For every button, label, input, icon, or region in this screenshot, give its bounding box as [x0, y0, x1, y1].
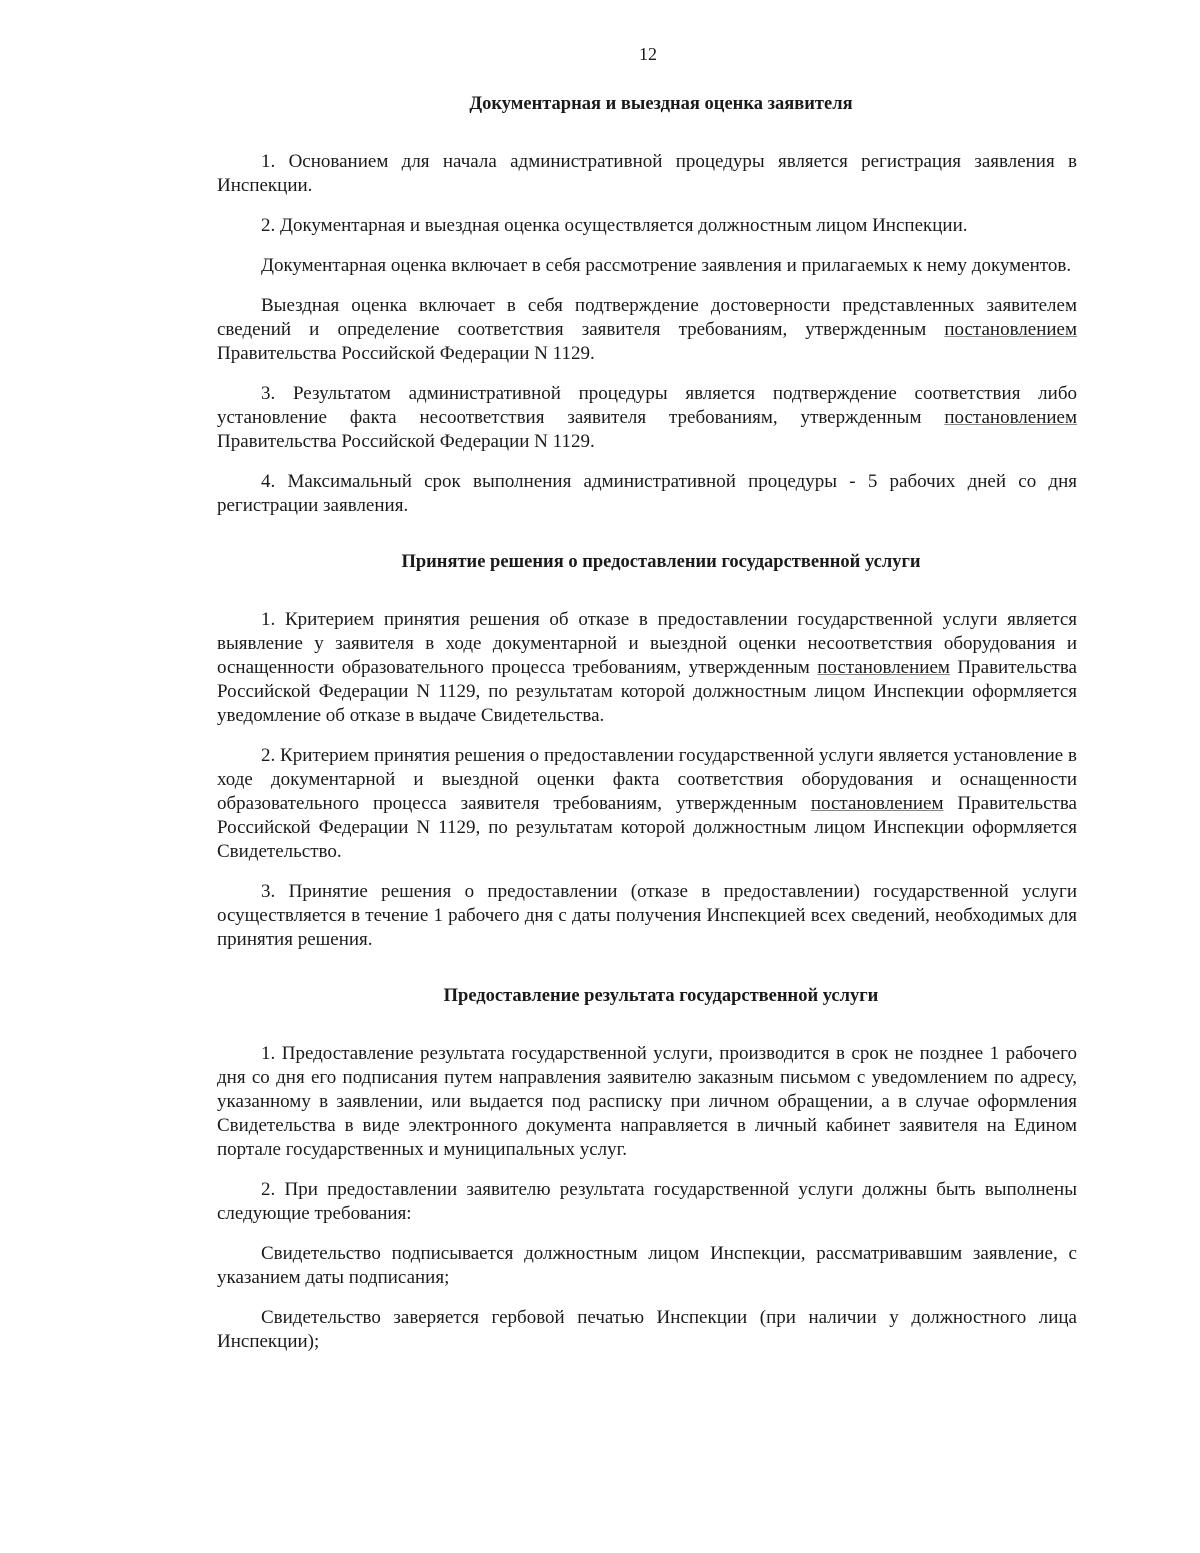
document-body [217, 92, 1077, 1370]
section-result-delivery [217, 984, 1077, 1354]
paragraph: 1. Основанием для начала административной процедуры является регистрация заявления в Инспекции. [217, 151, 1077, 196]
decree-link[interactable]: постановлением [944, 407, 1077, 428]
paragraph: 3. Результатом административной процедуры является подтверждение соответствия либо установление факта несоответствия заявителя требованиям, утвержденным постановлением Правительства Российской Федерации N 1129. [217, 383, 1077, 452]
paragraph: 1. Предоставление результата государственной услуги, производится в срок не позднее 1 рабочего дня со дня его подписания путем направления заявителю заказным письмом с уведомлением по адресу, указанному в заявлении, или выдается под расписку при личном обращении, а в случае оформления Свидетельства в виде электронного документа направляется в личный кабинет заявителя на Едином портале государственных и муниципальных услуг. [217, 1043, 1077, 1160]
section-documentary-assessment [217, 92, 1077, 518]
paragraph: 2. Критерием принятия решения о предоставлении государственной услуги является установление в ходе документарной и выездной оценки факта соответствия оборудования и оснащенности образовательного процесса заявителя требованиям, утвержденным постановлением Правительства Российской Федерации N 1129, по результатам которой должностным лицом Инспекции оформляется Свидетельство. [217, 745, 1077, 862]
decree-link[interactable]: постановлением [944, 319, 1077, 340]
paragraph: 2. При предоставлении заявителю результата государственной услуги должны быть выполнены следующие требования: [217, 1179, 1077, 1224]
paragraph: 4. Максимальный срок выполнения административной процедуры - 5 рабочих дней со дня регистрации заявления. [217, 471, 1077, 516]
section-title: Предоставление результата государственной услуги [443, 986, 879, 1006]
paragraph: Свидетельство заверяется гербовой печатью Инспекции (при наличии у должностного лица Инспекции); [217, 1307, 1077, 1352]
section-decision [217, 550, 1077, 952]
paragraph: Свидетельство подписывается должностным лицом Инспекции, рассматривавшим заявление, с указанием даты подписания; [217, 1243, 1077, 1288]
paragraph: 2. Документарная и выездная оценка осуществляется должностным лицом Инспекции. [261, 215, 968, 236]
paragraph: 3. Принятие решения о предоставлении (отказе в предоставлении) государственной услуги осуществляется в течение 1 рабочего дня с даты получения Инспекцией всех сведений, необходимых для принятия решения. [217, 881, 1077, 950]
section-title: Документарная и выездная оценка заявителя [469, 94, 853, 114]
paragraph: 1. Критерием принятия решения об отказе в предоставлении государственной услуги является выявление у заявителя в ходе документарной и выездной оценки несоответствия оборудования и оснащенности образовательного процесса требованиям, утвержденным постановлением Правительства Российской Федерации N 1129, по результатам которой должностным лицом Инспекции оформляется уведомление об отказе в выдаче Свидетельства. [217, 609, 1077, 726]
page-number: 12 [639, 44, 657, 64]
section-title: Принятие решения о предоставлении государственной услуги [401, 552, 921, 572]
paragraph: Документарная оценка включает в себя рассмотрение заявления и прилагаемых к нему документов. [261, 255, 1072, 276]
paragraph: Выездная оценка включает в себя подтверждение достоверности представленных заявителем сведений и определение соответствия заявителя требованиям, утвержденным постановлением Правительства Российской Федерации N 1129. [217, 295, 1077, 364]
decree-link[interactable]: постановлением [810, 793, 944, 814]
decree-link[interactable]: постановлением [817, 657, 950, 678]
